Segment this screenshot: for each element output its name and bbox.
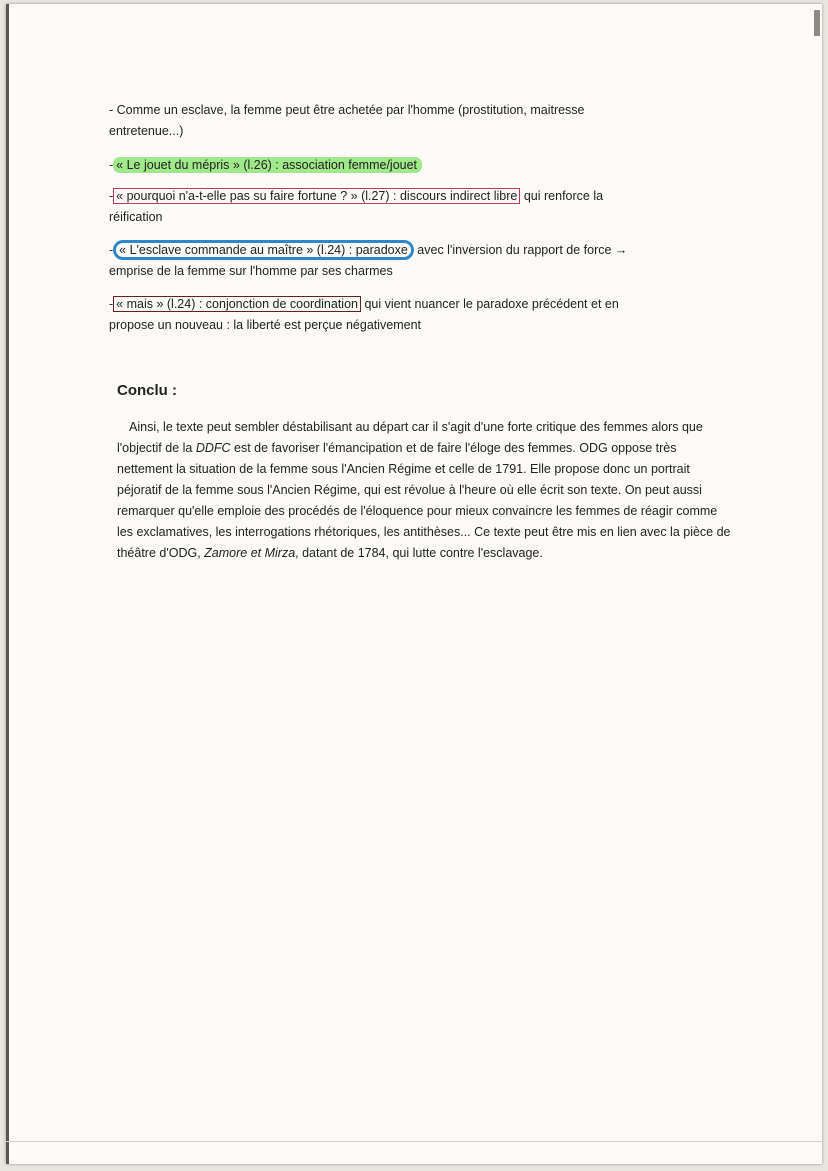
bullet-dash: - [109,297,114,311]
bullet-esclave-line1: - Comme un esclave, la femme peut être achetée par l'homme (prostitution, maitresse [109,103,585,117]
green-highlight-quote: « Le jouet du mépris » (l.26) : association femme/jouet [113,157,422,173]
bullet-mais-line2: propose un nouveau : la liberté est perçue négativement [109,318,422,332]
page-clip-mark [814,10,820,36]
bullet-paradoxe [109,240,729,282]
bullet-dash: - [109,243,114,257]
bullet-mais-rest: qui vient nuancer le paradoxe précédent et en [360,297,619,311]
bullet-mais [109,294,729,336]
conclusion-text-3: , datant de 1784, qui lutte contre l'esclavage. [295,546,543,560]
dark-boxed-quote: « mais » (l.24) : conjonction de coordination [113,296,361,312]
document-page [6,4,822,1164]
bullet-paradoxe-rest: avec l'inversion du rapport de force → [413,243,628,257]
conclusion-paragraph [117,417,732,564]
bullet-jouet [109,155,729,176]
bullet-dash: - [109,189,114,203]
bullet-fortune-line2: réification [109,210,163,224]
blue-circled-quote: « L'esclave commande au maître » (l.24) : paradoxe [113,240,414,260]
bullet-esclave [109,100,729,142]
conclusion-ddfc: DDFC [195,441,231,455]
bullet-fortune-rest: qui renforce la [520,189,604,203]
conclusion-heading: Conclu : [117,382,177,399]
bullet-fortune [109,186,729,228]
pink-boxed-quote: « pourquoi n'a-t-elle pas su faire fortune ? » (l.27) : discours indirect libre [113,188,520,204]
conclusion-play-title: Zamore et Mirza [204,546,296,560]
bullet-paradoxe-line2: emprise de la femme sur l'homme par ses charmes [109,264,393,278]
bullet-esclave-line2: entretenue...) [109,124,184,138]
conclusion-text-2: est de favoriser l'émancipation et de faire l'éloge des femmes. ODG oppose très nettement la situation de la femme sous l'Ancien Régime et celle de 1791. Elle propose donc un portrait péjoratif de la femme sous l'Ancien Régime, qui est révolue à l'heure où elle écrit son texte. On peut aussi remarquer qu'elle emploie des procédés de l'éloquence pour mieux convaincre les femmes de réagir comme les exclamatives, les interrogations rhétoriques, les antithèses... Ce texte peut être mis en lien avec la pièce de théâtre d'ODG, [117,441,731,560]
bullet-dash: - [109,158,114,172]
conclusion-text-1: Ainsi, le texte peut sembler déstabilisant au départ car il s'agit d'une forte critique des femmes alors que l'objectif de la [117,420,703,455]
